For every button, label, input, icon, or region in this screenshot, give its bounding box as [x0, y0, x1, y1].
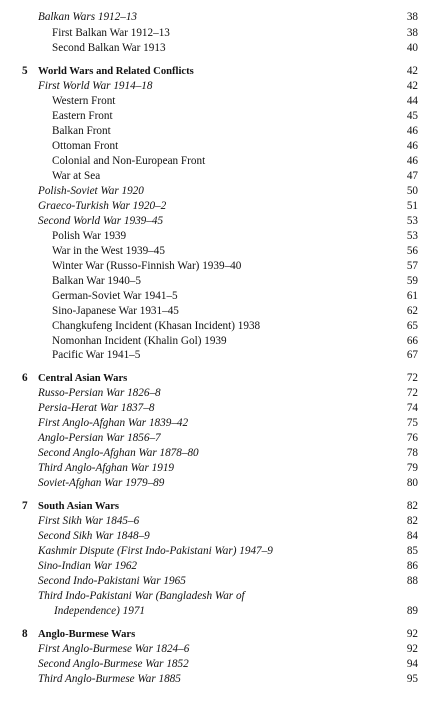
entry-title: Ottoman Front: [52, 140, 119, 152]
toc-entry: [0, 416, 439, 431]
toc-entry: [0, 559, 439, 574]
entry-title: Third Anglo-Burmese War 1885: [38, 673, 181, 685]
entry-title: Changkufeng Incident (Khasan Incident) 1938: [52, 320, 261, 332]
page-number: 95: [406, 673, 418, 685]
page-number: 85: [406, 545, 418, 557]
toc-entry: [0, 334, 439, 349]
toc-entry: [0, 199, 439, 214]
page-number: 94: [406, 658, 418, 670]
chapter-number: 6: [22, 372, 28, 384]
entry-title: Third Anglo-Afghan War 1919: [38, 462, 175, 474]
page-number: 72: [406, 387, 418, 399]
toc-entry: [0, 26, 439, 41]
page-number: 82: [406, 515, 418, 527]
entry-title: Pacific War 1941–5: [52, 349, 141, 361]
entry-title: German-Soviet War 1941–5: [52, 290, 178, 302]
entry-title: World Wars and Related Conflicts: [38, 66, 194, 77]
page-number: 86: [406, 560, 418, 572]
toc-entry: [0, 589, 439, 604]
entry-title: Second Anglo-Afghan War 1878–80: [38, 447, 199, 459]
page-number: 42: [406, 65, 418, 77]
page-number: 51: [406, 200, 418, 212]
page-number: 92: [406, 628, 418, 640]
toc-entry: [0, 401, 439, 416]
page-number: 61: [406, 290, 418, 302]
entry-title: South Asian Wars: [38, 501, 120, 512]
toc-entry: [0, 229, 439, 244]
entry-title: Sino-Japanese War 1931–45: [52, 305, 179, 317]
entry-title: Polish War 1939: [52, 230, 127, 242]
entry-title: First Sikh War 1845–6: [38, 515, 140, 527]
toc-entry: [0, 529, 439, 544]
toc-entry: [0, 109, 439, 124]
entry-title: Persia-Herat War 1837–8: [38, 402, 155, 414]
entry-title: Kashmir Dispute (First Indo-Pakistani War) 1947–9: [38, 545, 273, 557]
page-number: 38: [406, 27, 418, 39]
entry-title: Western Front: [52, 95, 116, 107]
page-number: 78: [406, 447, 418, 459]
toc-entry: [0, 79, 439, 94]
toc-entry: [0, 514, 439, 529]
page-number: 72: [406, 372, 418, 384]
entry-title: Soviet-Afghan War 1979–89: [38, 477, 165, 489]
toc-entry: [0, 169, 439, 184]
toc-entry: [0, 184, 439, 199]
page-number: 84: [406, 530, 418, 542]
entry-title: Balkan War 1940–5: [52, 275, 141, 287]
page-number: 74: [406, 402, 418, 414]
entry-title: Colonial and Non-European Front: [52, 155, 206, 167]
toc-entry: [0, 574, 439, 589]
page-number: 82: [406, 500, 418, 512]
page-number: 66: [406, 335, 418, 347]
toc-entry: [0, 274, 439, 289]
toc-entry: [0, 386, 439, 401]
page-number: 65: [406, 320, 418, 332]
page-number: 44: [406, 95, 418, 107]
entry-title: Eastern Front: [52, 110, 113, 122]
entry-title: Central Asian Wars: [38, 373, 128, 384]
toc-entry: [0, 289, 439, 304]
chapter-number: 7: [22, 500, 28, 512]
entry-title: Balkan Wars 1912–13: [38, 11, 138, 23]
page-number: 80: [406, 477, 418, 489]
page-number: 89: [406, 605, 418, 617]
entry-title: Second World War 1939–45: [38, 215, 164, 227]
toc-entry: [0, 124, 439, 139]
toc-entry: [0, 461, 439, 476]
entry-title: Anglo-Persian War 1856–7: [38, 432, 161, 444]
chapter-number: 5: [22, 65, 28, 77]
toc-entry: [0, 476, 439, 491]
entry-title: First World War 1914–18: [38, 80, 153, 92]
page-number: 57: [406, 260, 418, 272]
entry-title: Balkan Front: [52, 125, 111, 137]
toc-entry: [0, 41, 439, 56]
toc-entry: [0, 244, 439, 259]
chapter-heading: [0, 64, 439, 79]
toc-entry: [0, 214, 439, 229]
toc-entry: [0, 604, 439, 619]
entry-title: Second Sikh War 1848–9: [38, 530, 150, 542]
entry-title: Winter War (Russo-Finnish War) 1939–40: [52, 260, 242, 272]
entry-title: Graeco-Turkish War 1920–2: [38, 200, 167, 212]
page-number: 46: [406, 140, 418, 152]
chapter-number: 8: [22, 628, 28, 640]
page-number: 38: [406, 11, 418, 23]
toc-entry: [0, 319, 439, 334]
toc-entry: [0, 154, 439, 169]
page-number: 45: [406, 110, 418, 122]
entry-title: War in the West 1939–45: [52, 245, 165, 257]
toc-entry: [0, 304, 439, 319]
entry-title: War at Sea: [52, 170, 101, 182]
chapter-heading: [0, 499, 439, 514]
page-number: 42: [406, 80, 418, 92]
toc-entry: [0, 259, 439, 274]
toc-entry: [0, 544, 439, 559]
page-number: 46: [406, 125, 418, 137]
entry-title: Second Anglo-Burmese War 1852: [38, 658, 189, 670]
toc-entry: [0, 139, 439, 154]
page-number: 88: [406, 575, 418, 587]
page-number: 53: [406, 215, 418, 227]
toc-entry: [0, 94, 439, 109]
toc-entry: [0, 657, 439, 672]
entry-title: Second Balkan War 1913: [52, 42, 166, 54]
entry-title: First Balkan War 1912–13: [52, 27, 170, 39]
toc-entry: [0, 446, 439, 461]
entry-title: First Anglo-Burmese War 1824–6: [38, 643, 190, 655]
page-number: 67: [406, 349, 418, 361]
toc-entry: [0, 642, 439, 657]
page-number: 59: [406, 275, 418, 287]
toc-entry: [0, 672, 439, 687]
entry-title: Second Indo-Pakistani War 1965: [38, 575, 186, 587]
entry-title: Russo-Persian War 1826–8: [38, 387, 161, 399]
page-number: 56: [406, 245, 418, 257]
page-number: 92: [406, 643, 418, 655]
page-number: 79: [406, 462, 418, 474]
toc-entry: [0, 431, 439, 446]
page-number: 47: [406, 170, 418, 182]
toc-entry: [0, 10, 439, 25]
page-number: 75: [406, 417, 418, 429]
entry-title: Third Indo-Pakistani War (Bangladesh War of: [38, 590, 245, 602]
page-number: 53: [406, 230, 418, 242]
chapter-heading: [0, 627, 439, 642]
page-number: 46: [406, 155, 418, 167]
page-number: 76: [406, 432, 418, 444]
entry-title: Nomonhan Incident (Khalin Gol) 1939: [52, 335, 227, 347]
page-number: 62: [406, 305, 418, 317]
toc-entry: [0, 348, 439, 363]
entry-title: First Anglo-Afghan War 1839–42: [38, 417, 189, 429]
page-number: 50: [406, 185, 418, 197]
entry-title: Sino-Indian War 1962: [38, 560, 138, 572]
chapter-heading: [0, 371, 439, 386]
entry-title: Independence) 1971: [54, 605, 146, 617]
page-number: 40: [406, 42, 418, 54]
entry-title: Polish-Soviet War 1920: [38, 185, 144, 197]
entry-title: Anglo-Burmese Wars: [38, 629, 136, 640]
